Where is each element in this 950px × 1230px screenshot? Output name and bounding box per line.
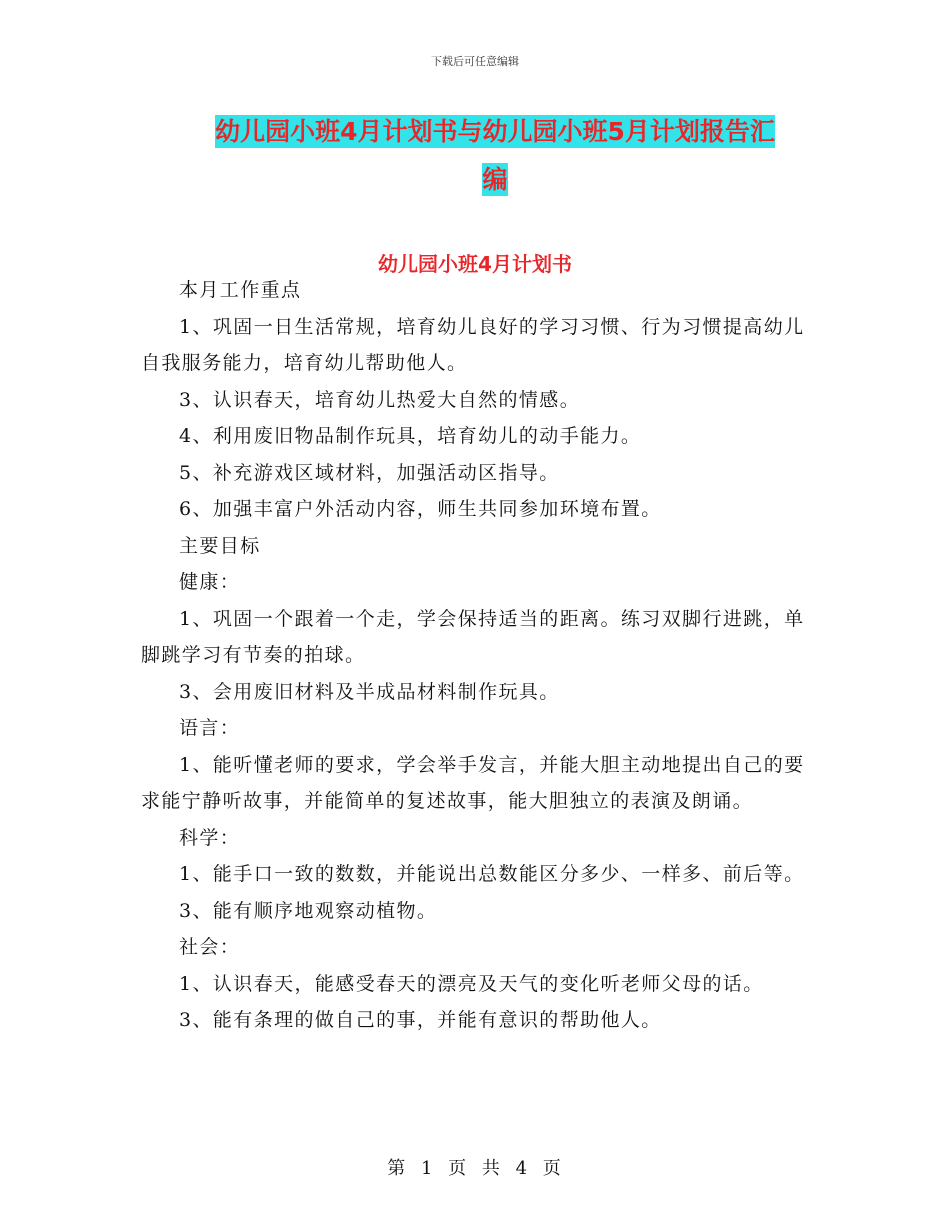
paragraph: 4、利用废旧物品制作玩具，培育幼儿的动手能力。 [179, 425, 642, 447]
paragraph: 1、巩固一个跟着一个走，学会保持适当的距离。练习双脚行进跳，单脚跳学习有节奏的拍球。 [141, 607, 805, 666]
footer-page-label: 第 [387, 1158, 408, 1179]
paragraph: 1、能听懂老师的要求，学会举手发言，并能大胆主动地提出自己的要求能宁静听故事，并能简单的复述故事，能大胆独立的表演及朗诵。 [141, 753, 805, 812]
paragraph: 3、能有顺序地观察动植物。 [179, 899, 438, 922]
paragraph: 3、认识春天，培育幼儿热爱大自然的情感。 [179, 388, 581, 411]
paragraph: 主要目标 [179, 534, 261, 557]
paragraph: 6、加强丰富户外活动内容，师生共同参加环境布置。 [179, 498, 662, 520]
section-title: 幼儿园小班4月计划书 [378, 252, 572, 276]
footer-page-number: 1 [420, 1158, 435, 1179]
paragraph: 科学： [179, 826, 241, 849]
footer-total-number: 4 [515, 1158, 530, 1179]
paragraph: 1、认识春天，能感受春天的漂亮及天气的变化听老师父母的话。 [179, 972, 764, 995]
footer-page-unit: 页 [448, 1158, 469, 1179]
page-footer [0, 1154, 950, 1180]
footer-total-unit: 页 [542, 1158, 563, 1179]
paragraph: 健康： [179, 571, 241, 593]
paragraph: 1、巩固一日生活常规，培育幼儿良好的学习习惯、行为习惯提高幼儿自我服务能力，培育幼儿帮助他人。 [141, 315, 805, 374]
paragraph: 1、能手口一致的数数，并能说出总数能区分多少、一样多、前后等。 [179, 863, 805, 885]
document-title [145, 108, 845, 204]
footer-total-label: 共 [481, 1158, 502, 1179]
paragraph: 3、能有条理的做自己的事，并能有意识的帮助他人。 [179, 1009, 662, 1031]
paragraph: 本月工作重点 [179, 279, 302, 301]
paragraph: 5、补充游戏区域材料，加强活动区指导。 [179, 461, 560, 484]
document-title-line2: 编 [482, 165, 508, 194]
document-title-line1: 幼儿园小班4月计划书与幼儿园小班5月计划报告汇 [215, 117, 775, 146]
header-note: 下载后可任意编辑 [431, 55, 519, 68]
document-body [141, 272, 821, 1039]
paragraph: 语言： [179, 717, 241, 739]
paragraph: 社会： [179, 936, 241, 958]
paragraph: 3、会用废旧材料及半成品材料制作玩具。 [179, 680, 560, 703]
